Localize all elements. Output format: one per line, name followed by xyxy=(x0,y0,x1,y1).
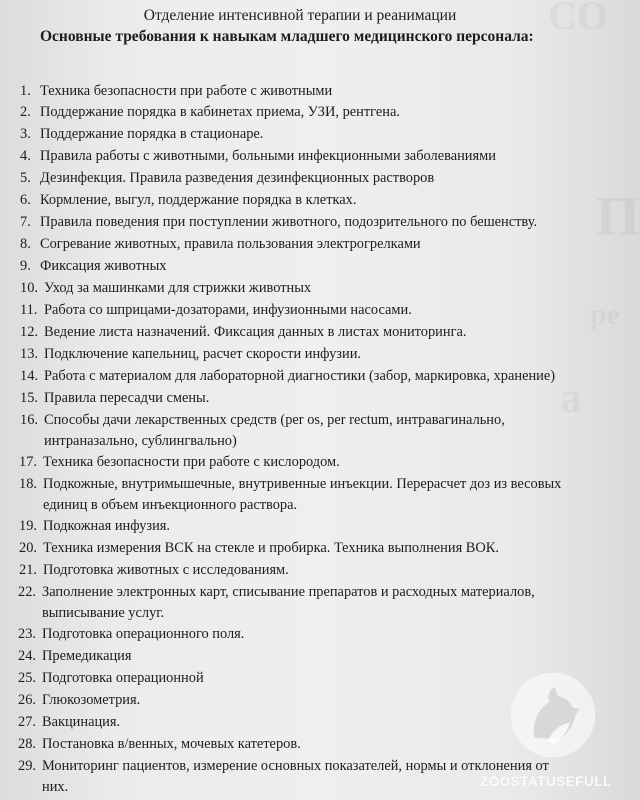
item-text-line: Подкожная инфузия. xyxy=(43,518,171,534)
item-text-line: Работа со шприцами-дозаторами, инфузионными насосами. xyxy=(44,302,412,318)
item-number: 24. xyxy=(18,648,36,664)
item-text-line: Поддержание порядка в стационаре. xyxy=(40,126,264,142)
item-number: 5. xyxy=(20,170,31,186)
item-text xyxy=(42,582,535,624)
item-text xyxy=(40,168,434,189)
item-text xyxy=(43,452,340,473)
item-number: 3. xyxy=(20,126,31,142)
item-text xyxy=(40,124,263,145)
item-number: 18. xyxy=(19,476,37,492)
item-number: 25. xyxy=(18,670,36,686)
item-text-line: выписывание услуг. xyxy=(42,605,165,621)
list-item xyxy=(20,410,505,452)
item-number: 11. xyxy=(20,302,38,318)
item-text xyxy=(40,102,400,123)
item-number: 26. xyxy=(18,692,36,708)
item-text-line: Кормление, выгул, поддержание порядка в клетках. xyxy=(40,192,357,208)
list-item xyxy=(19,516,170,537)
list-item xyxy=(20,81,332,102)
list-item xyxy=(20,190,356,211)
item-text-line: Глюкозометрия. xyxy=(42,692,141,708)
item-text xyxy=(42,734,301,755)
item-number: 29. xyxy=(18,758,36,774)
item-number: 7. xyxy=(20,214,31,230)
item-number: 1. xyxy=(20,83,31,99)
item-text-line: Мониторинг пациентов, измерение основных показателей, нормы и отклонения от xyxy=(42,758,549,774)
item-text xyxy=(42,624,244,645)
item-text-line: Согревание животных, правила пользования электрогрелками xyxy=(40,236,421,252)
item-text xyxy=(44,322,466,343)
item-text-line: единиц в объем инъекционного раствора. xyxy=(43,497,298,513)
item-text-line: Премедикация xyxy=(42,648,132,664)
list-item xyxy=(20,234,421,255)
list-item xyxy=(20,278,311,299)
item-number: 8. xyxy=(20,236,31,252)
item-text-line: Подкожные, внутримышечные, внутривенные инъекции. Перерасчет доз из весовых xyxy=(43,476,562,492)
item-text-line: них. xyxy=(42,779,69,795)
item-text-line: Поддержание порядка в кабинетах приема, УЗИ, рентгена. xyxy=(40,104,400,120)
watermark-text: ZOOSTATUSEFULL xyxy=(480,774,612,789)
list-item xyxy=(18,646,132,667)
item-text xyxy=(44,410,505,452)
list-item xyxy=(19,452,340,473)
item-text-line: Подготовка животных с исследованиям. xyxy=(43,562,289,578)
item-text-line: Подключение капельниц, расчет скорости инфузии. xyxy=(44,346,361,362)
list-item xyxy=(20,388,209,409)
item-text xyxy=(44,388,209,409)
list-item xyxy=(18,668,204,689)
item-text xyxy=(43,560,289,581)
animal-silhouette-logo-icon xyxy=(506,668,600,762)
item-text-line: Уход за машинками для стрижки животных xyxy=(44,280,312,296)
item-text-line: Постановка в/венных, мочевых катетеров. xyxy=(42,736,301,752)
department-heading: Отделение интенсивной терапии и реанимации xyxy=(143,7,457,24)
document-title: Основные требования к навыкам младшего медицинского персонала: xyxy=(40,28,534,45)
item-number: 14. xyxy=(20,368,38,384)
item-text-line: Подготовка операционной xyxy=(42,670,204,686)
item-number: 21. xyxy=(19,562,37,578)
item-text xyxy=(40,146,496,167)
list-item xyxy=(18,582,535,624)
list-item xyxy=(20,256,166,277)
item-text xyxy=(42,668,204,689)
list-item xyxy=(18,734,301,755)
item-text-line: Техника безопасности при работе с животными xyxy=(40,83,333,99)
item-text xyxy=(44,300,412,321)
list-item xyxy=(20,366,555,387)
item-text-line: Правила работы с животными, больными инфекционными заболеваниями xyxy=(40,148,496,164)
item-number: 2. xyxy=(20,104,31,120)
item-text-line: Правила пересадчи смены. xyxy=(44,390,210,406)
item-number: 10. xyxy=(20,280,38,296)
list-item xyxy=(20,124,263,145)
list-item xyxy=(20,146,496,167)
list-item xyxy=(20,212,537,233)
list-item xyxy=(20,322,466,343)
item-text xyxy=(42,690,140,711)
item-text xyxy=(43,474,561,516)
list-item xyxy=(18,712,120,733)
item-number: 17. xyxy=(19,454,37,470)
item-text-line: Ведение листа назначений. Фиксация данных в листах мониторинга. xyxy=(44,324,467,340)
item-number: 13. xyxy=(20,346,38,362)
item-text-line: Способы дачи лекарственных средств (per os, per rectum, интравагинально, xyxy=(44,412,505,428)
item-number: 12. xyxy=(20,324,38,340)
list-item xyxy=(19,560,289,581)
item-text xyxy=(40,212,537,233)
list-item xyxy=(20,168,434,189)
item-text xyxy=(43,538,499,559)
item-text-line: Подготовка операционного поля. xyxy=(42,626,245,642)
item-number: 22. xyxy=(18,584,36,600)
item-text-line: Правила поведения при поступлении животного, подозрительного по бешенству. xyxy=(40,214,538,230)
item-text-line: интраназально, сублингвально) xyxy=(44,433,237,449)
item-text xyxy=(43,516,170,537)
item-number: 28. xyxy=(18,736,36,752)
item-text xyxy=(42,712,120,733)
item-number: 19. xyxy=(19,518,37,534)
item-number: 16. xyxy=(20,412,38,428)
list-item xyxy=(18,756,549,798)
item-text-line: Техника измерения ВСК на стекле и пробирка. Техника выполнения ВОК. xyxy=(43,540,499,556)
item-text xyxy=(40,256,166,277)
item-text-line: Техника безопасности при работе с кислородом. xyxy=(43,454,340,470)
item-text-line: Дезинфекция. Правила разведения дезинфекционных растворов xyxy=(40,170,435,186)
item-text xyxy=(44,366,555,387)
item-text-line: Заполнение электронных карт, списывание препаратов и расходных материалов, xyxy=(42,584,535,600)
list-item xyxy=(18,690,140,711)
item-number: 6. xyxy=(20,192,31,208)
item-text-line: Фиксация животных xyxy=(40,258,167,274)
item-text xyxy=(40,234,421,255)
list-item xyxy=(20,102,400,123)
item-number: 23. xyxy=(18,626,36,642)
list-item xyxy=(19,538,499,559)
item-text-line: Вакцинация. xyxy=(42,714,121,730)
item-text xyxy=(44,344,361,365)
list-item xyxy=(18,624,244,645)
item-text xyxy=(44,278,311,299)
list-item xyxy=(20,344,361,365)
list-item xyxy=(19,474,561,516)
item-number: 15. xyxy=(20,390,38,406)
item-text xyxy=(42,646,132,667)
item-number: 20. xyxy=(19,540,37,556)
item-text-line: Работа с материалом для лабораторной диагностики (забор, маркировка, хранение) xyxy=(44,368,556,384)
list-item xyxy=(20,300,412,321)
item-text xyxy=(42,756,549,798)
item-number: 9. xyxy=(20,258,31,274)
item-text xyxy=(40,190,356,211)
item-number: 4. xyxy=(20,148,31,164)
item-text xyxy=(40,81,332,102)
item-number: 27. xyxy=(18,714,36,730)
